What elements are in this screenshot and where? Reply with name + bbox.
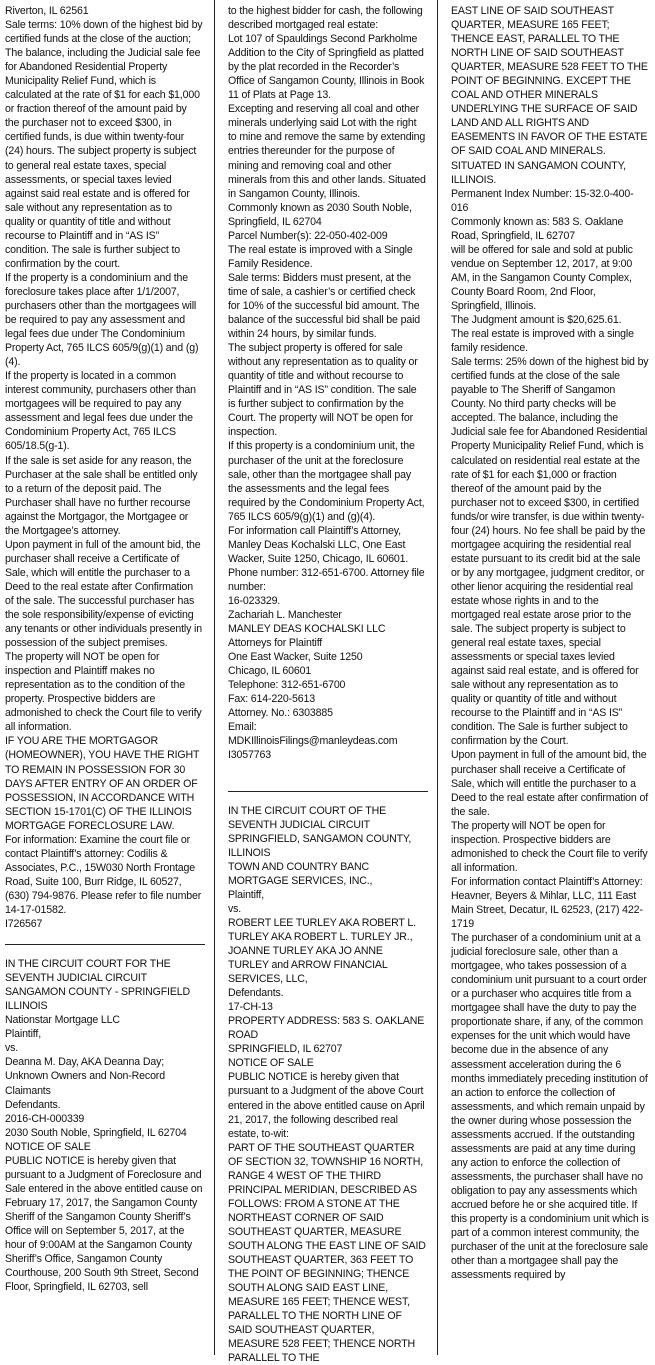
notice-paragraph: Upon payment in full of the amount bid, the purchaser shall receive a Certificate of Sale, which will entitle the purchaser to a Deed to the real estate after confirmation of the sale. xyxy=(451,749,648,818)
attorney-fax: Fax: 614-220-5613 xyxy=(228,693,315,706)
notice-paragraph: If this property is a condominium unit, the purchaser of the unit at the foreclosure sale, other than the mortgagee shall pay the assessments and the legal fees required by the Condominium Property Act, 765 ILCS 605/9(g)(1) and (g)(4). xyxy=(228,440,425,523)
notice-paragraph: Sale terms: Bidders must present, at the time of sale, a cashier’s or certified check for 10% of the successful bid amount. The balance of the successful bid shall be paid within 24 hours, by similar funds. xyxy=(228,271,421,341)
versus: vs. xyxy=(228,902,242,915)
column-2 xyxy=(228,4,426,1365)
plaintiff-name: Nationstar Mortgage LLC xyxy=(5,1014,120,1027)
notice-paragraph: If the property is a condominium and the foreclosure takes place after 1/1/2007, purchasers other than the mortgagees will be required to pay any assessment and legal fees due under The Condominium Property Act, 765 ILCS 605/9(g)(1) and (g)(4). xyxy=(5,271,199,369)
notice-paragraph: The real estate is improved with a single family residence. xyxy=(451,328,634,355)
notice-paragraph: Upon payment in full of the amount bid, the purchaser shall receive a Certificate of Sale, which will entitle the purchaser to a Deed to the real estate after Confirmation of the sale. The successful purchaser has the sole responsibility/expense of evicting any tenants or other individuals presently in possession of the subject premises. xyxy=(5,538,203,650)
property-city: SPRINGFIELD, IL 62707 xyxy=(228,1043,343,1056)
notice-nationstar-v-day-continued xyxy=(228,4,426,763)
notice-paragraph: For information call Plaintiff’s Attorney, Manley Deas Kochalski LLC, One East Wacker, Suite 1250, Chicago, IL 60601. Phone number: 312-651-6700. Attorney file number: xyxy=(228,524,425,593)
attorney-line: One East Wacker, Suite 1250 xyxy=(228,651,363,664)
notice-title: NOTICE OF SALE xyxy=(5,1140,91,1153)
notice-paragraph: SITUATED IN SANGAMON COUNTY, ILLINOIS. xyxy=(451,159,626,186)
legal-description: EAST LINE OF SAID SOUTHEAST QUARTER, MEASURE 165 FEET; THENCE EAST, PARALLEL TO THE NORTH LINE OF SAID SOUTHEAST QUARTER, MEASURE 528 FEET TO THE POINT OF BEGINNING. EXCEPT THE COAL AND OTHER MINERALS UNDERLYING THE SURFACE OF SAID LAND AND ALL RIGHTS AND EASEMENTS IN FAVOR OF THE ESTATE OF SAID COAL AND MINERALS. xyxy=(451,5,648,158)
notice-paragraph: will be offered for sale and sold at public vendue on September 12, 2017, at 9:00 AM, in the Sangamon County Complex, County Board Room, 2nd Floor, Springfield, Illinois. xyxy=(451,243,633,312)
attorney-name: Zachariah L. Manchester xyxy=(228,609,342,622)
court-heading: SPRINGFIELD, SANGAMON COUNTY, ILLINOIS xyxy=(228,832,412,859)
case-number: 2016-CH-000339 xyxy=(5,1112,85,1125)
notice-paragraph: If the property is located in a common interest community, purchasers other than mortgagees will be required to pay any assessment and legal fees due under the Condominium Property Act, 765 ILCS 605/18.5(g-1). xyxy=(5,370,196,453)
party-role: Plaintiff, xyxy=(5,1028,41,1041)
notice-paragraph: For information: Examine the court file or contact Plaintiff’s attorney: Codilis & Associates, P.C., 15W030 North Frontage Road, Suite 100, Burr Ridge, IL 60527, (630) 794-9876. Please refer to file number 14-17-01582. xyxy=(5,833,202,916)
notice-separator xyxy=(5,944,205,945)
defendant-names: ROBERT LEE TURLEY AKA ROBERT L. TURLEY AKA ROBERT L. TURLEY JR., JOANNE TURLEY AKA JO ANNE TURLEY and ARROW FINANCIAL SERVICES, LLC, xyxy=(228,916,416,986)
notice-paragraph: The real estate is improved with a Single Family Residence. xyxy=(228,243,413,270)
notice-id: I3057763 xyxy=(228,749,271,762)
property-address: 2030 South Noble, Springfield, IL 62704 xyxy=(5,1126,187,1139)
party-role: Plaintiff, xyxy=(228,888,264,901)
notice-paragraph: The purchaser of a condominium unit at a judicial foreclosure sale, other than a mortgagee, who takes possession of a condominium unit pursuant to a court order or a purchaser who acquires title from a mortgagee shall have the duty to pay the proportionate share, if any, of the common expenses for the unit which would have become due in the absence of any assessment acceleration during the 6 months immediately preceding institution of an action to enforce the collection of assessments, and which remain unpaid by the owner during whose possession the assessments accrued. If the outstanding assessments are paid at any time during any action to enforce the collection of assessments, the purchaser shall have no obligation to pay any assessments which accrued before he or she acquired title. If this property is a condominium unit which is part of a common interest community, the purchaser of the unit at the foreclosure sale other than a mortgagee shall pay the assessments required by xyxy=(451,932,649,1282)
notice-paragraph: The subject property is offered for sale without any representation as to quality or quantity of title and without recourse to Plaintiff and in “AS IS” condition. The sale is further subject to confirmation by the Court. The property will NOT be open for inspection. xyxy=(228,342,418,439)
court-heading: IN THE CIRCUIT COURT FOR THE SEVENTH JUDICIAL CIRCUIT xyxy=(5,958,171,985)
notice-paragraph: Riverton, IL 62561 xyxy=(5,5,89,17)
attorney-number: Attorney. No.: 6303885 xyxy=(228,707,333,720)
column-3 xyxy=(451,4,649,1351)
property-address: PROPERTY ADDRESS: 583 S. OAKLANE ROAD xyxy=(228,1015,425,1042)
notice-paragraph: The property will NOT be open for inspection. Prospective bidders are admonished to check the Court file to verify all information. xyxy=(451,819,648,874)
column-divider xyxy=(214,0,215,1355)
notice-paragraph: If the sale is set aside for any reason, the Purchaser at the sale shall be entitled only to a return of the deposit paid. The Purchaser shall have no further recourse against the Mortgagor, the Mortgagee or the Mortgagee’s attorney. xyxy=(5,454,198,537)
legal-description: PART OF THE SOUTHEAST QUARTER OF SECTION 32, TOWNSHIP 16 NORTH, RANGE 4 WEST OF THE THIRD PRINCIPAL MERIDIAN, DESCRIBED AS FOLLOWS: FROM A STONE AT THE NORTHEAST CORNER OF SAID SOUTHEAST QUARTER, MEASURE SOUTH ALONG THE EAST LINE OF SAID SOUTHEAST QUARTER, 363 FEET TO THE POINT OF BEGINNING; THENCE SOUTH ALONG SAID EAST LINE, MEASURE 165 FEET; THENCE WEST, PARALLEL TO THE NORTH LINE OF SAID SOUTHEAST QUARTER, MEASURE 528 FEET; THENCE NORTH PARALLEL TO THE xyxy=(228,1141,426,1365)
notice-paragraph: Sale terms: 10% down of the highest bid by certified funds at the close of the auction; The balance, including the Judicial sale fee for Abandoned Residential Property Municipality Relief Fund, which is calculated at the rate of $1 for each $1,000 or fraction thereof of the amount paid by the purchaser not to exceed $300, in certified funds, is due within twenty-four (24) hours. The subject property is subject to general real estate taxes, special assessments, or special taxes levied against said real estate and is offered for sale without any representation as to quality or quantity of title and without recourse to Plaintiff and in “AS IS” condition. The sale is further subject to confirmation by the court. xyxy=(5,19,203,270)
case-number: 17-CH-13 xyxy=(228,1001,273,1014)
parcel-number: Parcel Number(s): 22-050-402-009 xyxy=(228,229,388,242)
legal-description: Lot 107 of Spauldings Second Parkholme Addition to the City of Springfield as platted by the plat recorded in the Recorder’s Office of Sangamon County, Illinois in Book 11 of Plats at Page 13. xyxy=(228,33,425,102)
notice-paragraph: PUBLIC NOTICE is hereby given that pursuant to a Judgment of Foreclosure and Sale entered in the above entitled cause on February 17, 2017, the Sangamon County Sheriff of the Sangamon County Sheriff’s Office will on September 5, 2017, at the hour of 9:00AM at the Sangamon County Sheriff’s Office, Sangamon County Courthouse, 200 South 9th Street, Second Floor, Springfield, IL 62703, sell xyxy=(5,1154,203,1294)
versus: vs. xyxy=(5,1042,19,1055)
attorney-email: Email: MDKIllinoisFilings@manleydeas.com xyxy=(228,721,398,748)
notice-paragraph: PUBLIC NOTICE is hereby given that pursuant to a Judgment of the above Court entered in the above entitled cause on April 21, 2017, the following described real estate, to-wit: xyxy=(228,1071,425,1140)
court-heading: IN THE CIRCUIT COURT OF THE SEVENTH JUDICIAL CIRCUIT xyxy=(228,804,387,831)
notice-foreclosure-riverton-end xyxy=(5,4,203,931)
party-role: Defendants. xyxy=(228,987,284,1000)
law-firm: MANLEY DEAS KOCHALSKI LLC xyxy=(228,623,386,636)
defendant-names: Deanna M. Day, AKA Deanna Day; Unknown Owners and Non-Record Claimants xyxy=(5,1056,165,1097)
attorney-phone: Telephone: 312-651-6700 xyxy=(228,679,346,692)
court-heading: ILLINOIS xyxy=(5,1000,48,1013)
attorney-contact: For information contact Plaintiff’s Attorney: Heavner, Beyers & Mihlar, LLC, 111 East Main Street, Decatur, IL 62523, (217) 422-1719 xyxy=(451,875,643,931)
attorney-line: Chicago, IL 60601 xyxy=(228,665,312,678)
column-divider xyxy=(437,0,438,1355)
attorney-file-number: 16-023329. xyxy=(228,594,281,607)
permanent-index-number: Permanent Index Number: 15-32.0-400-016 xyxy=(451,187,634,214)
notice-town-country-v-turley-continued xyxy=(451,4,649,1282)
common-address: Commonly known as 2030 South Noble, Springfield, IL 62704 xyxy=(228,201,412,228)
party-role: Defendants. xyxy=(5,1098,61,1111)
notice-paragraph: The property will NOT be open for inspection and Plaintiff makes no representation as to the condition of the property. Prospective bidders are admonished to check the Court file to verify all information. xyxy=(5,651,202,734)
notice-id: I726567 xyxy=(5,918,43,931)
notice-paragraph: IF YOU ARE THE MORTGAGOR (HOMEOWNER), YOU HAVE THE RIGHT TO REMAIN IN POSSESSION FOR 30 DAYS AFTER ENTRY OF AN ORDER OF POSSESSION, IN ACCORDANCE WITH SECTION 15-1701(C) OF THE ILLINOIS MORTGAGE FORECLOSURE LAW. xyxy=(5,735,200,832)
court-heading: SANGAMON COUNTY - SPRINGFIELD xyxy=(5,986,190,999)
plaintiff-name: TOWN AND COUNTRY BANC MORTGAGE SERVICES, INC., xyxy=(228,860,373,887)
notice-paragraph: Sale terms: 25% down of the highest bid by certified funds at the close of the sale payable to The Sheriff of Sangamon County. No third party checks will be accepted. The balance, including the Judicial sale fee for Abandoned Residential Property Municipality Relief Fund, which is calculated on residential real estate at the rate of $1 for each $1,000 or fraction thereof of the amount paid by the purchaser not to exceed $300, in certified funds/or wire transfer, is due within twenty-four (24) hours. No fee shall be paid by the mortgagee acquiring the residential real estate pursuant to its credit bid at the sale or by any mortgagee, judgment creditor, or other lienor acquiring the residential real estate whose rights in and to the mortgaged real estate arose prior to the sale. The subject property is subject to general real estate taxes, special assessments or special taxes levied against said real estate, and is offered for sale without any representation as to quality or quantity of title and without recourse to the Plaintiff and in “AS IS” condition. The Sale is further subject to confirmation by the Court. xyxy=(451,356,649,748)
notice-title: NOTICE OF SALE xyxy=(228,1057,314,1070)
notice-paragraph: to the highest bidder for cash, the following described mortgaged real estate: xyxy=(228,5,423,32)
notice-paragraph: Excepting and reserving all coal and other minerals underlying said Lot with the right to mine and remove the same by extending entries thereunder for the purpose of mining and removing coal and other minerals from this and other lands. Situated in Sangamon County, Illinois. xyxy=(228,103,426,200)
notice-nationstar-v-day xyxy=(5,957,203,1294)
column-1 xyxy=(5,4,203,1351)
attorney-line: Attorneys for Plaintiff xyxy=(228,637,323,650)
common-address: Commonly known as: 583 S. Oaklane Road, Springfield, IL 62707 xyxy=(451,215,624,242)
judgment-amount: The Judgment amount is $20,625.61. xyxy=(451,314,622,327)
notice-separator xyxy=(228,791,428,792)
notice-town-country-v-turley xyxy=(228,804,426,1365)
